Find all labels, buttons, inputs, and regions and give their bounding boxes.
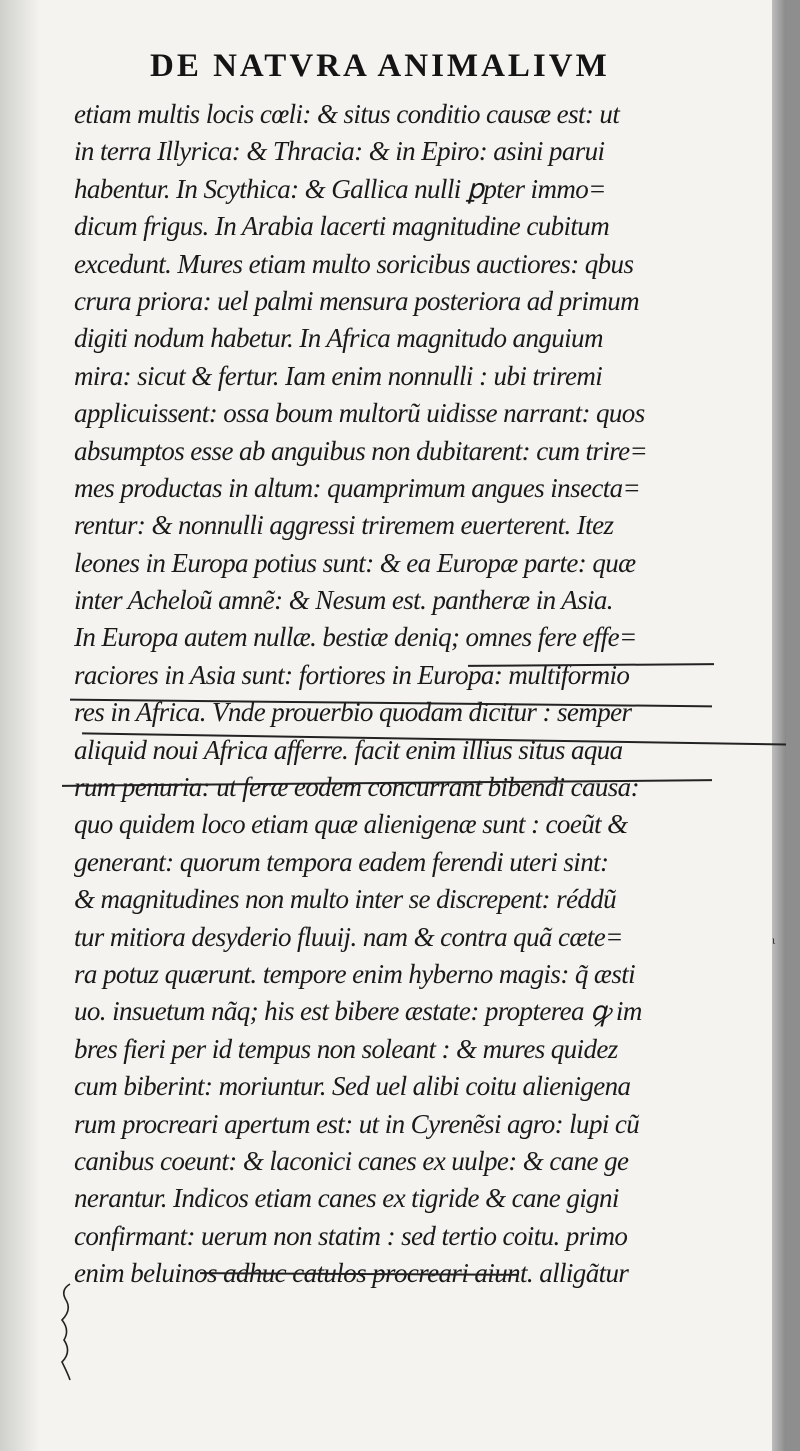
text-line: raciores in Asia sunt: fortiores in Europa: multiformio [74,659,630,690]
text-line: nerantur. Indicos etiam canes ex tigride & cane gigni [74,1183,619,1214]
text-line: inter Acheloũ amnẽ: & Nesum est. pantheræ in Asia. [74,585,613,616]
text-line: excedunt. Mures etiam multo soricibus auctiores: qbus [74,248,634,279]
margin-bracket [58,1282,72,1382]
margin-mark: ι [772,933,776,947]
text-line: crura priora: uel palmi mensura posteriora ad primum [74,285,640,316]
text-line: in terra Illyrica: & Thracia: & in Epiro: asini parui [74,136,605,167]
text-line: bres fieri per id tempus non soleant : & mures quidez [74,1033,618,1064]
text-line: & magnitudines non multo inter se discrepent: réddũ [74,884,617,915]
text-line: rum procreari apertum est: ut in Cyrenẽsi agro: lupi cũ [74,1108,640,1139]
text-line: digiti nodum habetur. In Africa magnitudo anguium [74,323,603,354]
text-line: etiam multis locis cœli: & situs conditio causæ est: ut [74,99,620,129]
text-line: ra potuz quærunt. tempore enim hyberno magis: q̃ æsti [74,958,636,989]
text-line: leones in Europa potius sunt: & ea Europæ parte: quæ [74,547,636,578]
text-line: canibus coeunt: & laconici canes ex uulpe: & cane ge [74,1145,629,1176]
text-line: absumptos esse ab anguibus non dubitarent: cum trire= [74,435,648,466]
text-line: tur mitiora desyderio fluuij. nam & contra quã cæte= [74,921,623,952]
text-line: habentur. In Scythica: & Gallica nulli ꝑpter immo= [74,173,606,204]
text-line: rentur: & nonnulli aggressi triremem euerterent. Itez [74,510,614,541]
text-line: generant: quorum tempora eadem ferendi uteri sint: [74,846,609,877]
text-line: cum biberint: moriuntur. Sed uel alibi coitu alienigena [74,1071,631,1102]
text-line: res in Africa. Vnde prouerbio quodam dicitur : semper [74,697,632,728]
text-line: applicuissent: ossa boum multorũ uidisse narrant: quos [74,398,645,429]
text-line: In Europa autem nullæ. bestiæ deniq; omnes fere effe= [74,622,637,653]
text-line: mes productas in altum: quamprimum angues insecta= [74,472,641,503]
text-line: enim beluinos adhuc catulos procreari aiunt. alligãtur [74,1258,629,1289]
text-line: dicum frigus. In Arabia lacerti magnitudine cubitum [74,211,610,242]
text-line: uo. insuetum nãq; his est bibere æstate: propterea ꝙ im [74,996,642,1027]
text-line: quo quidem loco etiam quæ alienigenæ sunt : coeũt & [74,809,628,840]
gutter-shadow [0,0,40,1451]
text-line: mira: sicut & fertur. Iam enim nonnulli : ubi triremi [74,360,603,391]
text-line: aliquid noui Africa afferre. facit enim illius situs aqua [74,734,623,765]
text-line: confirmant: uerum non statim : sed tertio coitu. primo [74,1220,628,1251]
running-header: DE NATVRA ANIMALIVM [150,48,610,84]
page-edge [772,0,786,1451]
text-line: rum penuria: ut feræ eodem concurrant bibendi causa: [74,772,639,803]
text-block [74,96,714,1293]
